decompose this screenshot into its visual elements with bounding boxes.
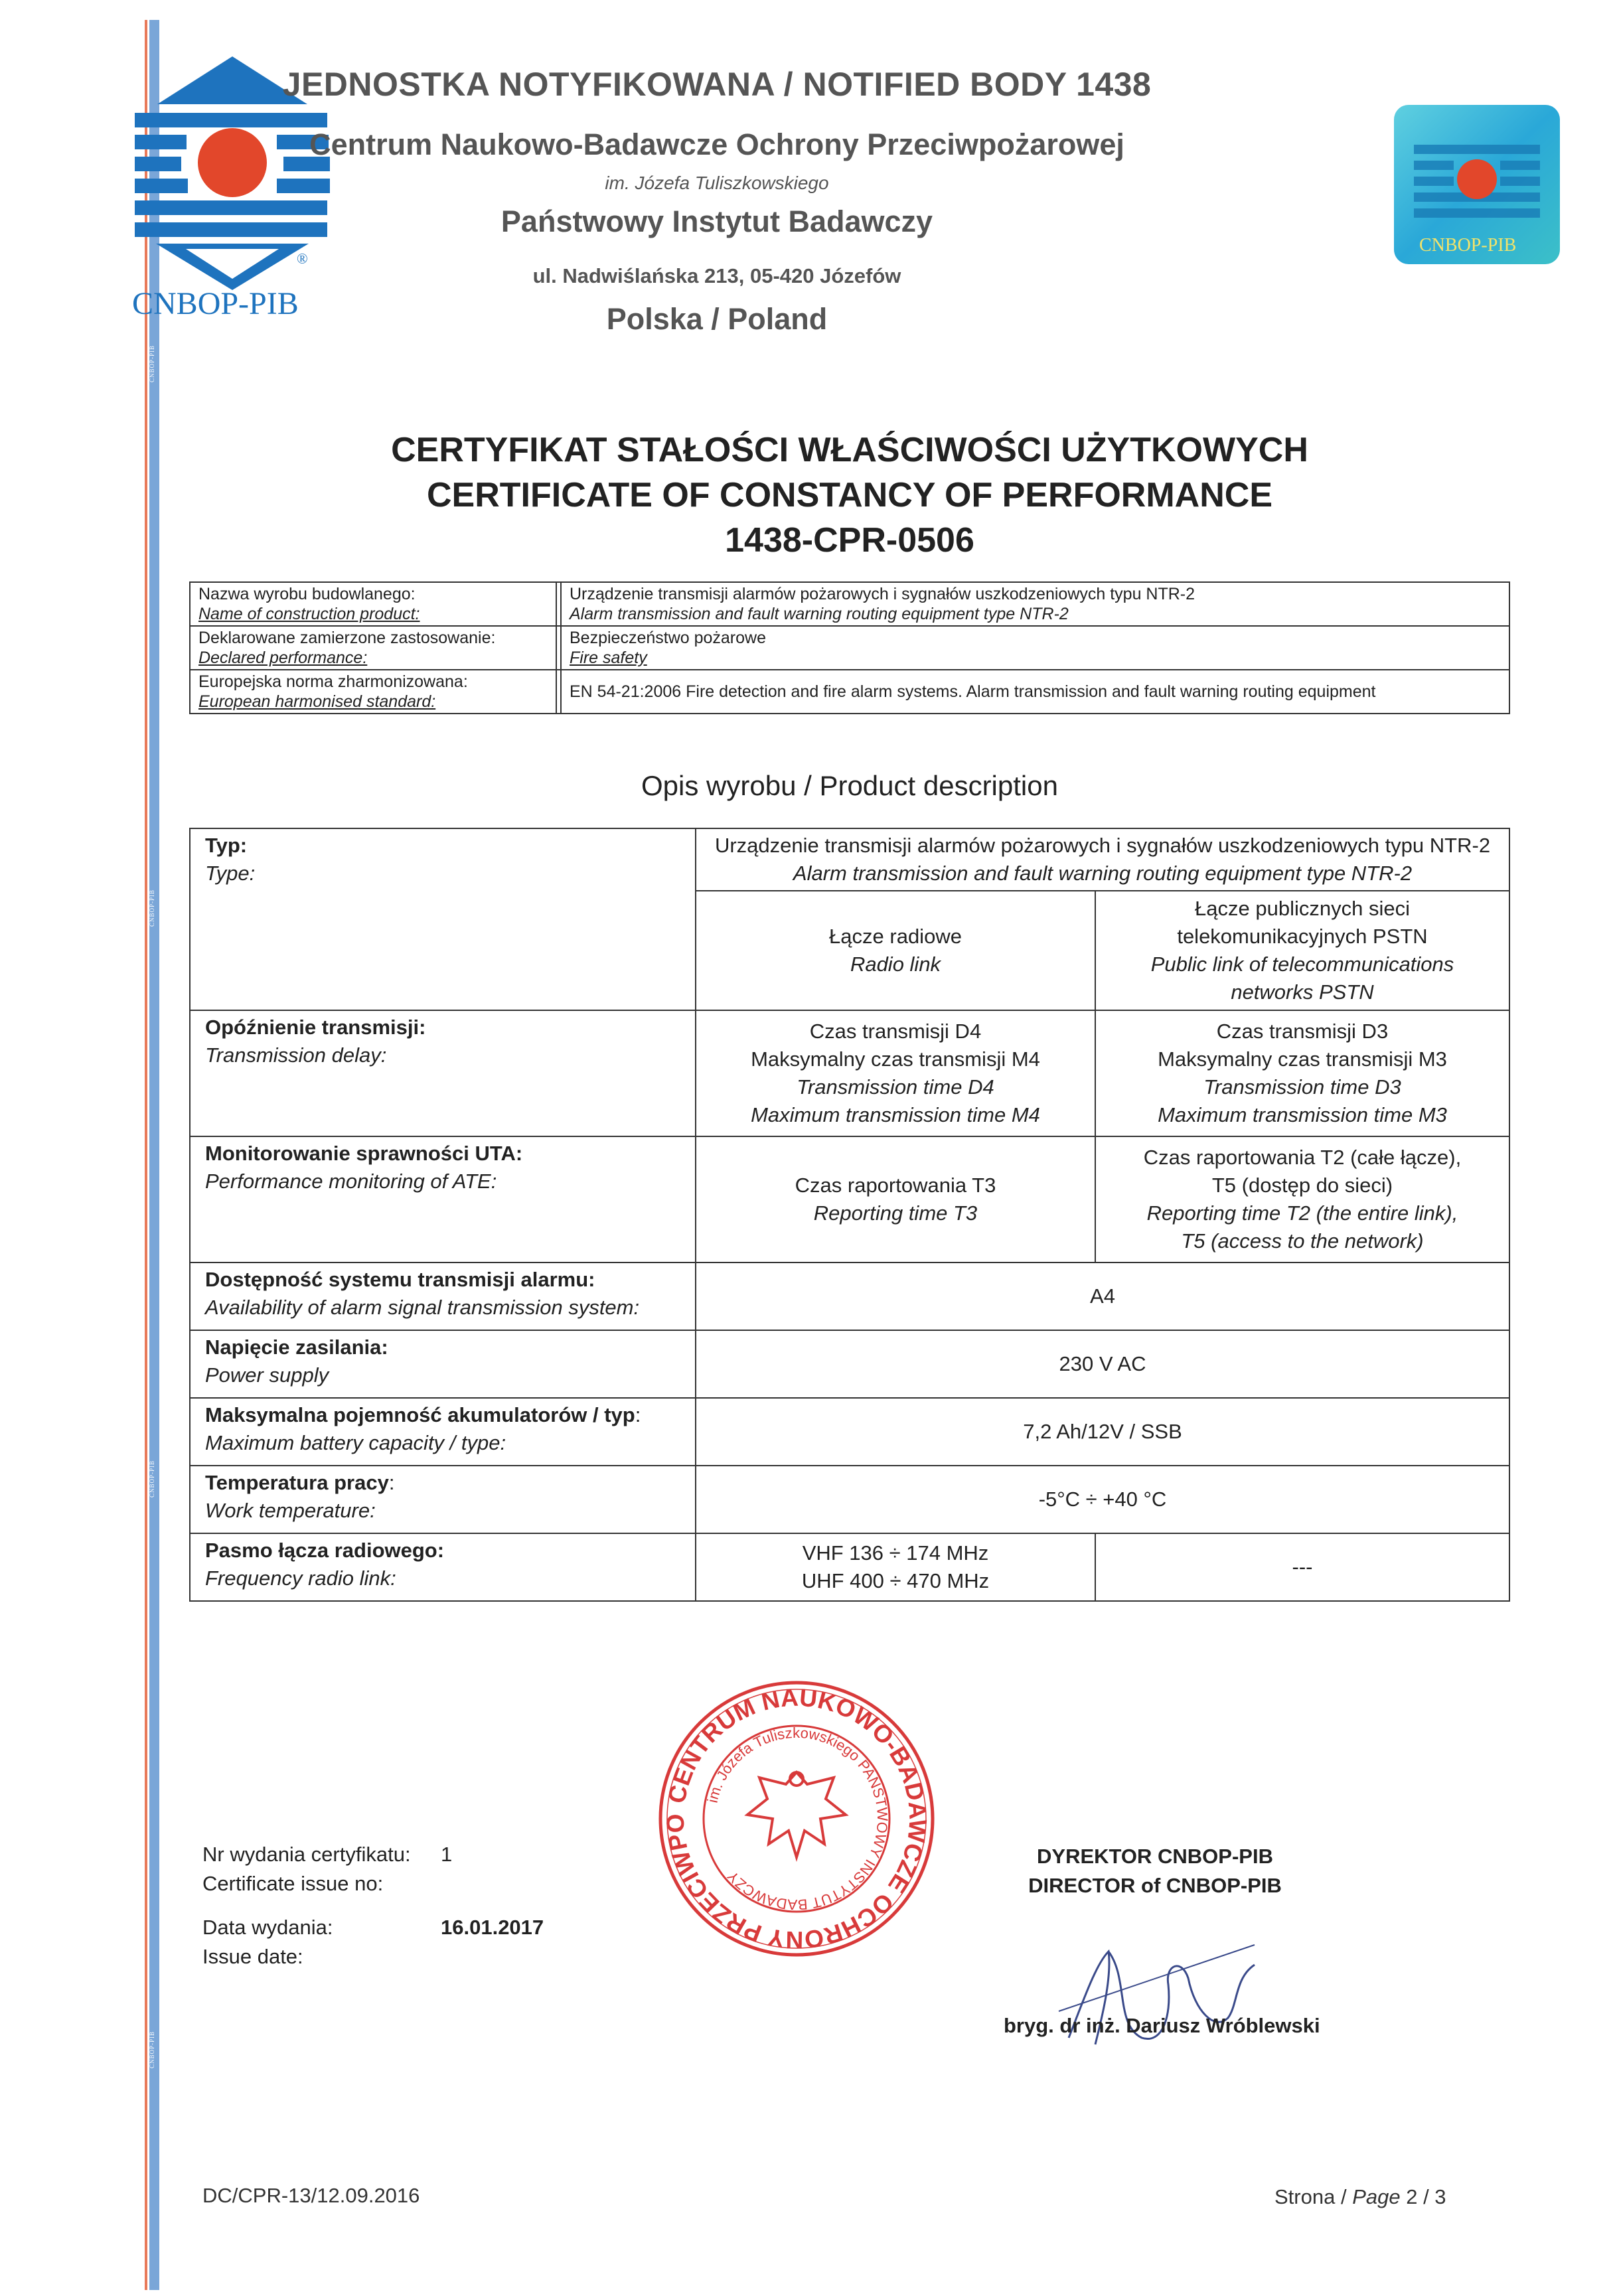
- value-en: Radio link: [850, 953, 941, 976]
- label-en: European harmonised standard:: [198, 692, 436, 711]
- label-en: Certificate issue no:: [202, 1872, 384, 1895]
- value-en: Reporting time T3: [813, 1201, 978, 1225]
- issue-date-value: 16.01.2017: [441, 1916, 544, 1939]
- value-en: Transmission time D3: [1203, 1075, 1401, 1099]
- value-standard: EN 54-21:2006 Fire detection and fire alarm systems. Alarm transmission and fault warning routing equipment: [570, 682, 1376, 701]
- table-row: [190, 828, 1509, 891]
- row-label: [190, 1533, 696, 1601]
- value-pl: Czas raportowania T2 (całe łącze),: [1143, 1146, 1462, 1169]
- label-en: Frequency radio link:: [205, 1567, 396, 1590]
- logo-text: CNBOP-PIB: [132, 286, 299, 321]
- section-title: Opis wyrobu / Product description: [641, 770, 1058, 801]
- value-pl: Urządzenie transmisji alarmów pożarowych i sygnałów uszkodzeniowych typu NTR-2: [570, 585, 1195, 603]
- battery-value: 7,2 Ah/12V / SSB: [696, 1398, 1509, 1466]
- value-pl: Maksymalny czas transmisji M4: [751, 1047, 1040, 1071]
- issue-no-value: 1: [441, 1843, 453, 1866]
- value-pl: Bezpieczeństwo pożarowe: [570, 629, 766, 647]
- issue-date-label: [202, 1913, 333, 1971]
- label-pl: Pasmo łącza radiowego:: [205, 1539, 445, 1562]
- label-en: Type:: [205, 862, 256, 885]
- radio-link-header: [696, 891, 1095, 1010]
- label-pl: Dostępność systemu transmisji alarmu:: [205, 1268, 595, 1291]
- table-row: [190, 1136, 1509, 1263]
- label-en: Power supply: [205, 1363, 329, 1387]
- value-vhf: VHF 136 ÷ 174 MHz: [802, 1541, 989, 1565]
- label-en: Maximum battery capacity / type:: [205, 1431, 506, 1454]
- product-info-table: [189, 581, 1510, 714]
- info-label: [190, 582, 556, 626]
- page-label-en: Page: [1352, 2185, 1401, 2208]
- label-pl: Monitorowanie sprawności UTA:: [205, 1142, 523, 1165]
- delay-radio: [696, 1010, 1095, 1136]
- temperature-value: -5°C ÷ +40 °C: [696, 1466, 1509, 1533]
- hologram-text: CNBOP-PIB: [1419, 235, 1517, 256]
- label-colon: :: [635, 1403, 641, 1426]
- value-en: T5 (access to the network): [1181, 1229, 1424, 1253]
- row-label: [190, 1010, 696, 1136]
- institute-patron: im. Józefa Tuliszkowskiego: [605, 173, 829, 193]
- pstn-link-header: [1095, 891, 1509, 1010]
- registered-mark: ®: [297, 250, 308, 267]
- svg-text:im. Józefa Tuliszkowskiego PAŃ: im. Józefa Tuliszkowskiego PAŃSTWOWY INSTYTUT BADAWCZY: [704, 1724, 891, 1914]
- value-en: Transmission time D4: [797, 1075, 994, 1099]
- type-value: [696, 828, 1509, 891]
- label-en: Transmission delay:: [205, 1043, 387, 1067]
- certificate-title-pl: CERTYFIKAT STAŁOŚCI WŁAŚCIWOŚCI UŻYTKOWYCH: [391, 431, 1308, 469]
- value-en: Alarm transmission and fault warning routing equipment type NTR-2: [570, 605, 1069, 623]
- info-value: [561, 582, 1509, 626]
- row-label: [190, 1398, 696, 1466]
- page-number: [1274, 2185, 1446, 2209]
- table-row: [190, 1263, 1509, 1330]
- value-en: Maximum transmission time M3: [1158, 1103, 1447, 1126]
- institute-country: Polska / Poland: [606, 302, 828, 336]
- info-row: [190, 626, 1509, 670]
- signatory-name: bryg. dr inż. Dariusz Wróblewski: [1004, 2014, 1320, 2037]
- power-value: 230 V AC: [696, 1330, 1509, 1398]
- label-en: Availability of alarm signal transmission system:: [205, 1296, 640, 1319]
- row-label: [190, 1330, 696, 1398]
- label-pl: Temperatura pracy: [205, 1471, 389, 1494]
- certificate-title-en: CERTIFICATE OF CONSTANCY OF PERFORMANCE: [427, 476, 1272, 514]
- row-label: [190, 1263, 696, 1330]
- side-strip-text: CNBOP-PIB: [149, 2031, 155, 2069]
- label-pl: Typ:: [205, 834, 248, 857]
- table-row: [190, 1330, 1509, 1398]
- info-label: [190, 626, 556, 670]
- monitoring-pstn: [1095, 1136, 1509, 1263]
- row-label: [190, 1136, 696, 1263]
- side-strip-text: CNBOP-PIB: [149, 345, 155, 383]
- value-en: networks PSTN: [1231, 980, 1374, 1004]
- certificate-number: 1438-CPR-0506: [725, 521, 974, 560]
- value-en: Fire safety: [570, 649, 647, 667]
- director-pl: DYREKTOR CNBOP-PIB: [1037, 1845, 1273, 1868]
- value-pl: Urządzenie transmisji alarmów pożarowych i sygnałów uszkodzeniowych typu NTR-2: [714, 834, 1491, 857]
- value-pl: Maksymalny czas transmisji M3: [1158, 1047, 1447, 1071]
- issue-no-label: [202, 1840, 411, 1898]
- value-en: Public link of telecommunications: [1150, 953, 1454, 976]
- label-en: Issue date:: [202, 1945, 303, 1968]
- info-value: [561, 626, 1509, 670]
- label-pl: Napięcie zasilania:: [205, 1336, 388, 1359]
- value-en: Maximum transmission time M4: [751, 1103, 1040, 1126]
- delay-pstn: [1095, 1010, 1509, 1136]
- label-pl: Opóźnienie transmisji:: [205, 1016, 426, 1039]
- value-pl: Czas transmisji D3: [1216, 1020, 1389, 1043]
- value-en: Reporting time T2 (the entire link),: [1146, 1201, 1458, 1225]
- page-label-pl: Strona: [1274, 2185, 1336, 2208]
- value-pl: telekomunikacyjnych PSTN: [1177, 925, 1428, 948]
- availability-value: A4: [696, 1263, 1509, 1330]
- label-pl: Maksymalna pojemność akumulatorów / typ: [205, 1403, 635, 1426]
- director-en: DIRECTOR of CNBOP-PIB: [1028, 1874, 1282, 1897]
- institute-address: ul. Nadwiślańska 213, 05-420 Józefów: [532, 264, 901, 287]
- value-en: Alarm transmission and fault warning routing equipment type NTR-2: [793, 862, 1413, 885]
- table-row: [190, 1533, 1509, 1601]
- side-strip-text: CNBOP-PIB: [149, 1460, 155, 1498]
- value-pl: T5 (dostęp do sieci): [1211, 1174, 1393, 1197]
- table-row: [190, 1466, 1509, 1533]
- table-row: [190, 1010, 1509, 1136]
- director-title: [982, 1842, 1328, 1900]
- institute-name: Centrum Naukowo-Badawcze Ochrony Przeciwpożarowej: [309, 127, 1124, 161]
- label-pl: Nr wydania certyfikatu:: [202, 1843, 411, 1866]
- product-description-table: [189, 828, 1510, 1602]
- value-pl: Łącze publicznych sieci: [1195, 897, 1410, 920]
- frequency-radio: [696, 1533, 1095, 1601]
- page-separator: /: [1335, 2185, 1353, 2208]
- info-label: [190, 670, 556, 714]
- document-reference: DC/CPR-13/12.09.2016: [202, 2184, 420, 2207]
- label-pl: Data wydania:: [202, 1916, 333, 1939]
- value-pl: Łącze radiowe: [829, 925, 962, 948]
- label-colon: :: [388, 1471, 395, 1494]
- label-pl-line: [205, 1401, 680, 1429]
- notified-body-heading: JEDNOSTKA NOTYFIKOWANA / NOTIFIED BODY 1438: [282, 66, 1152, 103]
- label-en: Performance monitoring of ATE:: [205, 1170, 497, 1193]
- page-num: 2 / 3: [1406, 2185, 1446, 2208]
- value-uhf: UHF 400 ÷ 470 MHz: [801, 1569, 990, 1592]
- row-label: [190, 1466, 696, 1533]
- label-en: Declared performance:: [198, 649, 368, 667]
- official-stamp: [657, 1679, 936, 1958]
- label-en: Name of construction product:: [198, 605, 420, 623]
- info-value: [561, 670, 1509, 714]
- hologram-seal: [1394, 105, 1560, 264]
- info-row: [190, 670, 1509, 714]
- label-pl: Nazwa wyrobu budowlanego:: [198, 585, 416, 603]
- side-strip-text: CNBOP-PIB: [149, 889, 155, 927]
- table-row: [190, 1398, 1509, 1466]
- svg-text:CENTRUM NAUKOWO-BADAWCZE OCHRO: CENTRUM NAUKOWO-BADAWCZE OCHRONY PRZECIWPO: [661, 1683, 932, 1954]
- frequency-pstn: ---: [1095, 1533, 1509, 1601]
- monitoring-radio: [696, 1136, 1095, 1263]
- row-label: [190, 828, 696, 1010]
- institute-type: Państwowy Instytut Badawczy: [500, 204, 933, 238]
- label-pl-line: [205, 1469, 680, 1497]
- label-en: Work temperature:: [205, 1499, 376, 1522]
- value-pl: Czas transmisji D4: [809, 1020, 982, 1043]
- value-pl: Czas raportowania T3: [795, 1174, 996, 1197]
- info-row: [190, 582, 1509, 626]
- label-pl: Europejska norma zharmonizowana:: [198, 672, 468, 691]
- label-pl: Deklarowane zamierzone zastosowanie:: [198, 629, 496, 647]
